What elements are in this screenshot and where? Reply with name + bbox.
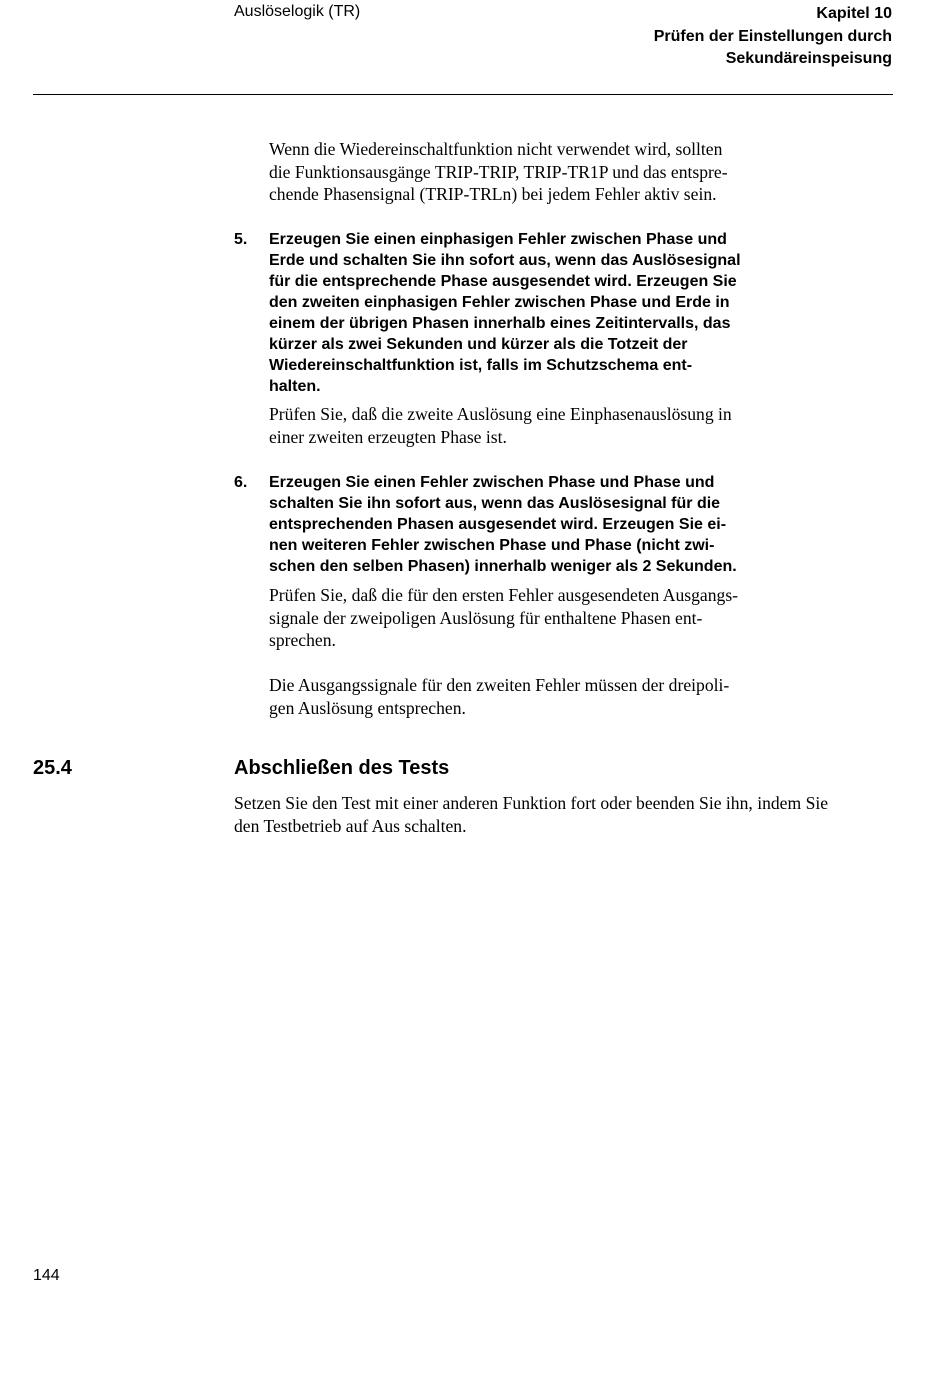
running-header-left: Auslöselogik (TR) — [234, 3, 361, 20]
step-number: 5. — [234, 231, 248, 248]
chapter-title-line1: Prüfen der Einstellungen durch — [653, 27, 892, 45]
step-instruction: Erzeugen Sie einen einphasigen Fehler zwischen Phase und Erde und schalten Sie ihn sofort aus, wenn das Auslösesignal für die entsprechende Phase ausgesendet wird. Erzeugen Sie den zweiten einphasigen Fehler zwischen Phase und Erde in einem der übrigen Phasen innerhalb eines Zeitintervalls, das kürzer als zwei Sekunden und kürzer als die Totzeit der Wiedereinschaltfunktion ist, falls im Schutzschema ent- halten. — [269, 231, 741, 395]
section-title: Abschließen des Tests — [234, 757, 450, 779]
step-note: Prüfen Sie, daß die für den ersten Fehler ausgesendeten Ausgangs- signale der zweipoligen Auslösung für enthaltene Phasen ent- sprechen. — [269, 585, 739, 650]
chapter-title-line2: Sekundäreinspeisung — [725, 50, 892, 67]
section-body: Setzen Sie den Test mit einer anderen Funktion fort oder beenden Sie ihn, indem Sie den Testbetrieb auf Aus schalten. — [234, 793, 829, 836]
step-note: Die Ausgangssignale für den zweiten Fehler müssen der dreipoli- gen Auslösung entsprechen. — [269, 675, 730, 718]
section-number: 25.4 — [33, 757, 72, 779]
page-number: 144 — [33, 1267, 60, 1284]
chapter-label: Kapitel 10 — [816, 5, 892, 22]
step-number: 6. — [234, 474, 248, 491]
running-header-right — [654, 3, 892, 71]
header-rule — [33, 94, 893, 95]
step-instruction: Erzeugen Sie einen Fehler zwischen Phase und Phase und schalten Sie ihn sofort aus, wenn das Auslösesignal für die entsprechenden Phasen ausgesendet wird. Erzeugen Sie ei- nen weiteren Fehler zwischen Phase und Phase (nicht zwi- schen den selben Phasen) innerhalb weniger als 2 Sekunden. — [269, 474, 737, 575]
intro-paragraph: Wenn die Wiedereinschaltfunktion nicht verwendet wird, sollten die Funktionsausgänge TRIP-TRIP, TRIP-TR1P und das entspre- chende Phasensignal (TRIP-TRLn) bei jedem Fehler aktiv sein. — [269, 139, 728, 204]
step-note: Prüfen Sie, daß die zweite Auslösung eine Einphasenauslösung in einer zweiten erzeugten Phase ist. — [269, 404, 732, 447]
